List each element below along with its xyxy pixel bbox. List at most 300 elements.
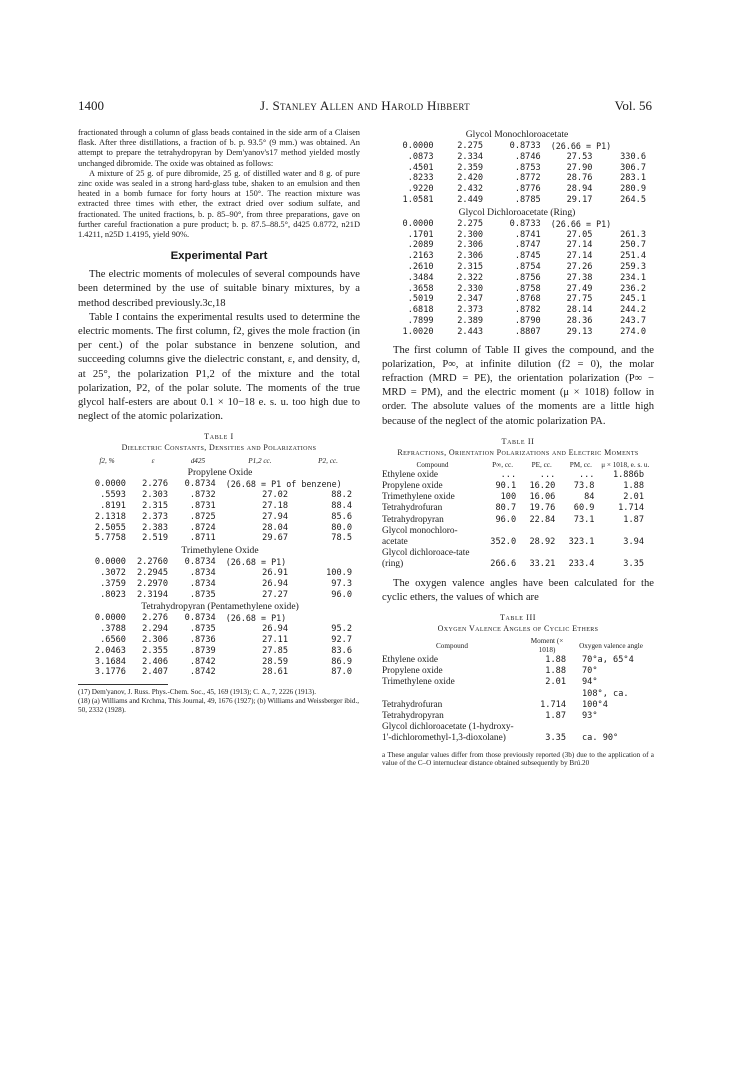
table1-cell: 3.1776 [94, 667, 126, 678]
table2-cell: ... [500, 469, 517, 480]
table3-row [382, 711, 650, 722]
table2-cell: 96.0 [495, 514, 517, 525]
table1-header: ε [151, 457, 155, 466]
table1-cell: 2.420 [457, 173, 484, 184]
table1-group-name: Trimethylene Oxide [181, 545, 259, 557]
table1-cell: (26.68 = P1) [225, 613, 287, 624]
table2-header: Compound [416, 460, 449, 469]
table3-cell: ca. 90° [582, 733, 619, 744]
table1-cell: (26.66 = P1) [550, 218, 612, 229]
table1-cell: 2.1318 [94, 511, 126, 522]
table1-cell: 27.02 [262, 490, 289, 501]
table1-group-row [382, 128, 652, 141]
table3-cell: 1.88 [545, 666, 566, 677]
table1-cell: .8753 [514, 162, 541, 173]
table1-cell: .4501 [407, 162, 434, 173]
table1-row [82, 568, 358, 579]
table1-cell: 2.2760 [136, 557, 169, 568]
table1-row [82, 646, 358, 657]
table1-row [382, 251, 652, 262]
table1-row [382, 294, 652, 305]
table3-cell: Ethylene oxide [382, 655, 439, 665]
table1-cell: 0.0000 [94, 557, 126, 568]
table1-cell: 28.61 [262, 667, 289, 678]
table2-cell: 28.92 [529, 536, 556, 547]
table1-row [82, 579, 358, 590]
table1-cell: .8711 [189, 533, 216, 544]
table1-row [82, 667, 358, 678]
table1-row [82, 557, 358, 568]
table1-cell: 2.306 [457, 240, 484, 251]
table1-cell: 2.303 [142, 490, 169, 501]
table1-cell: 2.330 [457, 283, 484, 294]
table1-header: f2, % [99, 457, 115, 466]
table3-cell: Glycol dichloroacetate (1-hydroxy-1'-dichloromethyl-1,3-dioxolane) [382, 722, 514, 744]
table1-cell: 27.26 [566, 261, 593, 272]
table1-cell: 78.5 [331, 533, 352, 544]
table2-cell: 16.20 [529, 480, 556, 491]
table1-row [82, 501, 358, 512]
table1-cell: 27.11 [262, 635, 289, 646]
table1-cell: 96.0 [331, 589, 352, 600]
table2 [382, 461, 650, 571]
table3-cell: 70°a, 65°4 [582, 655, 634, 665]
table1-cell: .8758 [514, 283, 541, 294]
table1-cell: 280.9 [620, 184, 646, 195]
table1-group-name: Propylene Oxide [187, 467, 253, 479]
table2-cell: 19.76 [529, 503, 556, 514]
table2-cell: 73.8 [573, 480, 595, 491]
table1-cell: 0.0000 [402, 141, 434, 151]
table1-cell: 245.1 [620, 294, 646, 305]
table3-cell: 108°, ca. 100°4 [582, 688, 629, 710]
table1-row [382, 230, 652, 241]
table1-cell: .8776 [514, 184, 541, 195]
table2-row [382, 481, 650, 492]
table2-cell: Tetrahydropyran [382, 514, 444, 525]
table1-cell: 251.4 [620, 251, 646, 262]
table1-cell: .2089 [407, 240, 434, 251]
table1-cell: 1.0581 [402, 194, 434, 205]
table1-cell: .8747 [514, 240, 541, 251]
table1-cell: .3658 [407, 283, 434, 294]
table3-cell: Tetrahydrofuran [382, 699, 443, 710]
table1-cell: 88.4 [331, 501, 352, 512]
table1-cell: 0.8734 [184, 557, 216, 568]
table1-cell: 2.306 [457, 251, 484, 262]
table1-header: d425 [190, 457, 206, 466]
table1-cell: .5019 [407, 294, 434, 305]
table1-row [382, 240, 652, 251]
table1-cell: 28.04 [262, 522, 289, 533]
table1-group-row [82, 544, 358, 557]
table3-header: Moment (× 1018) [530, 637, 564, 654]
table1-row [82, 523, 358, 534]
table1-cell: 87.0 [331, 667, 352, 678]
table2-cell: 60.9 [573, 503, 595, 514]
table1-cell: 80.0 [331, 522, 352, 533]
table1-cell: 2.406 [142, 656, 169, 667]
table2-cell: 73.1 [573, 514, 595, 525]
paragraph-fractionation: fractionated through a column of glass beads contained in the side arm of a Claisen flask. After three distillations, a fraction of b. p. 93.5° (9 mm.) was obtained. An attempt to prepare the tetrahydropyran by Dem'yanov's17 method yielded mostly unchanged dibromide. The oxide was obtained as follows: [78, 128, 360, 168]
table1-cell: 2.347 [457, 294, 484, 305]
table3-title: Oxygen Valence Angles of Cyclic Ethers [437, 624, 599, 633]
table1-cell: 234.1 [620, 272, 646, 283]
table2-header: PE, cc. [531, 460, 552, 469]
table1-cell: 26.94 [262, 624, 289, 635]
volume-label: Vol. 56 [614, 98, 652, 113]
table1-cell: 243.7 [620, 315, 646, 326]
table1-cell: .8233 [407, 173, 434, 184]
table1-cell: .8734 [189, 578, 216, 589]
table1-cell: .3759 [100, 578, 126, 589]
table1-title: Dielectric Constants, Densities and Polarizations [121, 443, 317, 453]
table3-cell: Trimethylene oxide [382, 677, 455, 688]
table1-row [82, 490, 358, 501]
table3-cell: 94° [582, 677, 598, 688]
table3-cell: 2.01 [545, 677, 566, 688]
table1-cell: 85.6 [331, 511, 352, 522]
table1-cell: 0.8733 [509, 141, 541, 151]
table1-group-row [382, 206, 652, 219]
table1-row [82, 533, 358, 544]
table1-continued [382, 128, 652, 338]
table1-cell: 86.9 [331, 656, 352, 667]
table1-header: P1,2 cc. [248, 457, 272, 466]
table3-row [382, 666, 650, 677]
table1-cell: 2.275 [457, 141, 484, 151]
table1-cell: .7899 [407, 315, 434, 326]
table1-cell: 0.8734 [184, 613, 216, 624]
table2-cell: ... [578, 469, 595, 480]
table1-cell: 306.7 [620, 162, 646, 173]
table2-caption: Table II [501, 436, 535, 446]
table1-cell: .8734 [189, 568, 216, 579]
table1-cell: .8745 [514, 251, 541, 262]
table3-header: Compound [436, 641, 468, 650]
table1-cell: 2.294 [142, 624, 169, 635]
table1-cell: 2.389 [457, 315, 484, 326]
table1-cell: (26.66 = P1) [550, 141, 612, 151]
table1-header-row [82, 456, 358, 466]
table1-cell: .0873 [407, 151, 434, 162]
table1-row [382, 305, 652, 316]
table1-cell: .8772 [514, 173, 541, 184]
table1-cell: 26.94 [262, 578, 289, 589]
table1-cell: 27.14 [566, 251, 593, 262]
table2-cell: Tetrahydrofuran [382, 503, 443, 514]
footnote-18: (18) (a) Williams and Krchma, This Journal, 49, 1676 (1927); (b) Williams and Weissberger ibid., 50, 2332 (1928). [78, 697, 360, 714]
table1-cell: 244.2 [620, 305, 646, 316]
running-title: J. Stanley Allen and Harold Hibbert [260, 98, 470, 113]
table3-row [382, 689, 650, 711]
table1-row [82, 479, 358, 490]
table1-header: P2, cc. [318, 457, 338, 466]
table1-cell: 26.91 [262, 568, 289, 579]
table1-group-row [82, 466, 358, 479]
table2-header: μ × 1018, e. s. u. [601, 460, 650, 469]
table1-cell: 95.2 [331, 624, 352, 635]
table3-cell: 1.714 [540, 699, 566, 710]
table1-cell: .3788 [100, 624, 126, 635]
table2-row [382, 470, 650, 481]
table1-cell: 28.14 [566, 305, 593, 316]
table1-cell: 2.359 [457, 162, 484, 173]
table1-cell: .8739 [189, 645, 216, 656]
table3-cell: 93° [582, 711, 598, 722]
table1 [82, 456, 358, 678]
table1-cell: 28.94 [566, 184, 593, 195]
table1-cell: .8724 [189, 522, 216, 533]
table2-row [382, 526, 650, 548]
table2-row [382, 548, 650, 570]
table1-row [382, 273, 652, 284]
table1-cell: 27.94 [262, 511, 289, 522]
table1-cell: 2.355 [142, 645, 169, 656]
table1-cell: 2.276 [142, 479, 169, 490]
table1-cell: 0.8734 [184, 479, 216, 490]
table1-cell: .6560 [100, 635, 126, 646]
table3-cell: 3.35 [545, 733, 566, 744]
table3-cell: 70° [582, 666, 598, 677]
table1-cell: 0.8733 [509, 218, 541, 229]
table2-cell: 1.886b [612, 469, 644, 480]
table1-cell: .8736 [189, 635, 216, 646]
table1-cell: .6818 [407, 305, 434, 316]
table1-row [382, 184, 652, 195]
table2-cell: 90.1 [495, 480, 517, 491]
page-number: 1400 [78, 98, 104, 113]
table1-row [382, 163, 652, 174]
table3-header: Oxygen valence angle [579, 641, 643, 650]
table3-cell: 1.88 [545, 655, 566, 665]
table1-cell: 2.306 [142, 635, 169, 646]
table1-cell: 97.3 [331, 578, 352, 589]
table1-cell: 28.36 [566, 315, 593, 326]
table1-cell: .8768 [514, 294, 541, 305]
table2-cell: 100 [500, 492, 517, 503]
table1-cell: 2.373 [457, 305, 484, 316]
table1-cell: 0.0000 [94, 479, 126, 490]
table1-cell: .8756 [514, 272, 541, 283]
table1-caption: Table I [204, 432, 234, 442]
table1-cell: .8782 [514, 305, 541, 316]
table1-row [82, 635, 358, 646]
table1-group-name: Tetrahydropyran (Pentamethylene oxide) [141, 601, 299, 613]
table1-cell: 2.383 [142, 522, 169, 533]
table1-cell: .8785 [514, 194, 541, 205]
table1-row [382, 173, 652, 184]
table1-cell: .8725 [189, 511, 216, 522]
table1-cell: .2163 [407, 251, 434, 262]
table1-cell: .9220 [407, 184, 434, 195]
table2-cell: Ethylene oxide [382, 469, 439, 480]
section-heading: Experimental Part [170, 250, 268, 263]
table2-cell: ... [539, 469, 556, 480]
table1-cell: 2.275 [457, 218, 484, 229]
table2-cell: Propylene oxide [382, 480, 443, 491]
table1-cell: .8742 [189, 656, 216, 667]
table1-cell: 2.407 [142, 667, 169, 678]
paragraph-valence-angles: The oxygen valence angles have been calculated for the cyclic ethers, the values of which are [382, 577, 654, 603]
table1-cell: 83.6 [331, 645, 352, 656]
table3-cell: Tetrahydropyran [382, 711, 444, 722]
table1-cell: 3.1684 [94, 656, 126, 667]
table1-row [382, 152, 652, 163]
table1-cell: .8746 [514, 151, 541, 162]
table2-cell: 1.714 [618, 503, 644, 514]
table1-cell: 28.76 [566, 173, 593, 184]
table2-cell: 352.0 [490, 536, 517, 547]
table1-cell: 2.334 [457, 151, 484, 162]
table1-cell: 28.59 [262, 656, 289, 667]
table1-cell: 27.75 [566, 294, 593, 305]
table1-cell: 27.38 [566, 272, 593, 283]
footnote-a: a These angular values differ from those previously reported (3b) due to the application of a value of the C–O internuclear distance obtained subsequently by Brú.20 [382, 750, 654, 768]
table1-group-row [82, 600, 358, 613]
table1-cell: .5593 [100, 490, 126, 501]
table2-cell: 233.4 [568, 559, 595, 570]
table2-cell: 16.06 [529, 492, 556, 503]
table2-row [382, 492, 650, 503]
table1-cell: (26.68 = P1) [225, 557, 287, 568]
table2-cell: 323.1 [568, 536, 595, 547]
table1-cell: 29.67 [262, 533, 289, 544]
table1-row [82, 624, 358, 635]
table1-cell: .8790 [514, 315, 541, 326]
table1-cell: 29.13 [566, 326, 593, 337]
page-header [78, 98, 652, 116]
table1-row [382, 327, 652, 338]
table2-cell: 80.7 [495, 503, 517, 514]
table1-cell: 2.432 [457, 184, 484, 195]
table1-row [382, 141, 652, 152]
table1-cell: 100.9 [326, 568, 352, 579]
table2-header: P∞, cc. [492, 460, 514, 469]
table1-cell: 27.49 [566, 283, 593, 294]
table2-title: Refractions, Orientation Polarizations and Electric Moments [397, 447, 639, 457]
footnote-rule [78, 684, 168, 685]
table1-cell: .8735 [189, 589, 216, 600]
table3-cell: Propylene oxide [382, 666, 443, 677]
table1-cell: 236.2 [620, 283, 646, 294]
table1-cell: 2.443 [457, 326, 484, 337]
table1-row [82, 590, 358, 601]
table1-cell: 27.05 [566, 229, 593, 240]
table1-cell: 0.0000 [402, 218, 434, 229]
table1-row [382, 262, 652, 273]
table1-row [382, 316, 652, 327]
table1-cell: 29.17 [566, 194, 593, 205]
table3-row [382, 677, 650, 688]
table2-cell: Trimethylene oxide [382, 492, 455, 503]
table3 [382, 637, 650, 745]
table1-cell: 0.0000 [94, 613, 126, 624]
table1-cell: .8731 [189, 501, 216, 512]
table1-cell: .3072 [100, 568, 126, 579]
table1-cell: .8754 [514, 261, 541, 272]
table1-group-name: Glycol Monochloroacetate [465, 129, 569, 140]
table1-row [82, 613, 358, 624]
table2-cell: 33.21 [529, 559, 556, 570]
table1-cell: .8732 [189, 490, 216, 501]
table1-cell: 330.6 [620, 151, 646, 162]
table2-row [382, 503, 650, 514]
table1-cell: 259.3 [620, 261, 646, 272]
table3-header-row [382, 637, 650, 655]
table1-cell: 2.300 [457, 229, 484, 240]
table2-cell: 3.35 [623, 559, 644, 570]
table3-row [382, 722, 650, 744]
paragraph-table-one-description: Table I contains the experimental results used to determine the electric moments. The first column, f2, gives the mole fraction (in per cent.) of the polar substance in benzene solution, and succeeding columns give the dielectric constant, ε, and density, d, at 25°, the polarization P1,2 of the mixture and the total polarization, P2, of the polar solute. The moments of the true glycol half-esters are about 0.1 × 10−18 e. s. u. too high due to neglect of the atomic polarization. [78, 311, 360, 423]
footnote-17: (17) Dem'yanov, J. Russ. Phys.-Chem. Soc., 45, 169 (1913); C. A., 7, 2226 (1913). [78, 688, 317, 697]
table1-cell: 2.276 [142, 613, 169, 624]
table1-cell: 27.27 [262, 589, 289, 600]
left-column [78, 128, 360, 715]
table2-header: PM, cc. [569, 460, 592, 469]
table1-cell: 88.2 [331, 490, 352, 501]
paragraph-table-two-description: The first column of Table II gives the compound, and the polarization, P∞, at infinite dilution (f2 = 0), the molar refraction (MRD = PE), the orientation polarization (P∞ − MRD = PM), and the electric moment (μ × 1018) follow in order. The absolute values of the moments are a little high because of the neglect of the atomic polarization PA. [382, 344, 654, 427]
right-column [382, 128, 654, 768]
table1-cell: .8191 [100, 501, 126, 512]
table1-cell: .8741 [514, 229, 541, 240]
table1-cell: 264.5 [620, 194, 646, 205]
table1-cell: 283.1 [620, 173, 646, 184]
table2-cell: Glycol monochloro-acetate [382, 525, 458, 547]
table1-row [382, 219, 652, 230]
table1-row [382, 195, 652, 206]
table2-cell: 3.94 [623, 536, 644, 547]
paragraph-oxide-preparation: A mixture of 25 g. of pure dibromide, 25 g. of distilled water and 8 g. of pure zinc oxide was sealed in a strong hard-glass tube, shaken to an emulsion and then heated in a bomb furnace for forty hours at 150°. The reaction mixture was extracted three times with ether, the extract dried over sodium sulfate, and fractionated. The united fractions, b. p. 85–90°, from three preparations, gave on further careful fractionation a pure product; b. p. 87.5–88.5°, d425 0.8772, n21D 1.4211, n25D 1.4195, yield 90%. [78, 168, 360, 240]
table1-cell: 2.449 [457, 194, 484, 205]
table1-cell: 2.315 [142, 501, 169, 512]
table1-row [82, 512, 358, 523]
table1-cell: 27.85 [262, 645, 289, 656]
table1-cell: 274.0 [620, 326, 646, 337]
table1-cell: 2.2970 [136, 578, 169, 589]
table1-cell: 27.53 [566, 151, 593, 162]
table1-cell: 2.0463 [94, 645, 126, 656]
table1-cell: 2.322 [457, 272, 484, 283]
table1-group-name: Glycol Dichloroacetate (Ring) [458, 206, 576, 218]
table1-cell: 2.373 [142, 511, 169, 522]
table2-cell: 22.84 [529, 514, 556, 525]
table3-caption: Table III [499, 613, 537, 622]
table1-row [82, 657, 358, 668]
table1-cell: .8735 [189, 624, 216, 635]
paragraph-electric-moments: The electric moments of molecules of several compounds have been determined by the use of suitable binary mixtures, by a method described previously.3c,18 [78, 269, 360, 309]
table1-cell: 5.7758 [94, 533, 126, 544]
table1-cell: 2.2945 [136, 568, 169, 579]
table1-cell: 2.315 [457, 261, 484, 272]
table1-cell: 2.5055 [94, 522, 126, 533]
table1-cell: 27.90 [566, 162, 593, 173]
table2-header-row [382, 461, 650, 470]
table1-cell: 27.18 [262, 501, 289, 512]
table1-cell: 250.7 [620, 240, 646, 251]
table1-cell: 92.7 [331, 635, 352, 646]
table2-cell: 84 [584, 492, 595, 503]
table1-cell: .8023 [100, 589, 126, 600]
table1-cell: 1.0020 [402, 326, 434, 337]
table1-row [382, 284, 652, 295]
table1-cell: .1701 [407, 229, 434, 240]
table3-row [382, 655, 650, 666]
table2-cell: Glycol dichloroace-tate (ring) [382, 548, 470, 570]
table1-cell: 27.14 [566, 240, 593, 251]
table1-cell: 2.3194 [136, 589, 169, 600]
table1-cell: 2.519 [142, 533, 169, 544]
